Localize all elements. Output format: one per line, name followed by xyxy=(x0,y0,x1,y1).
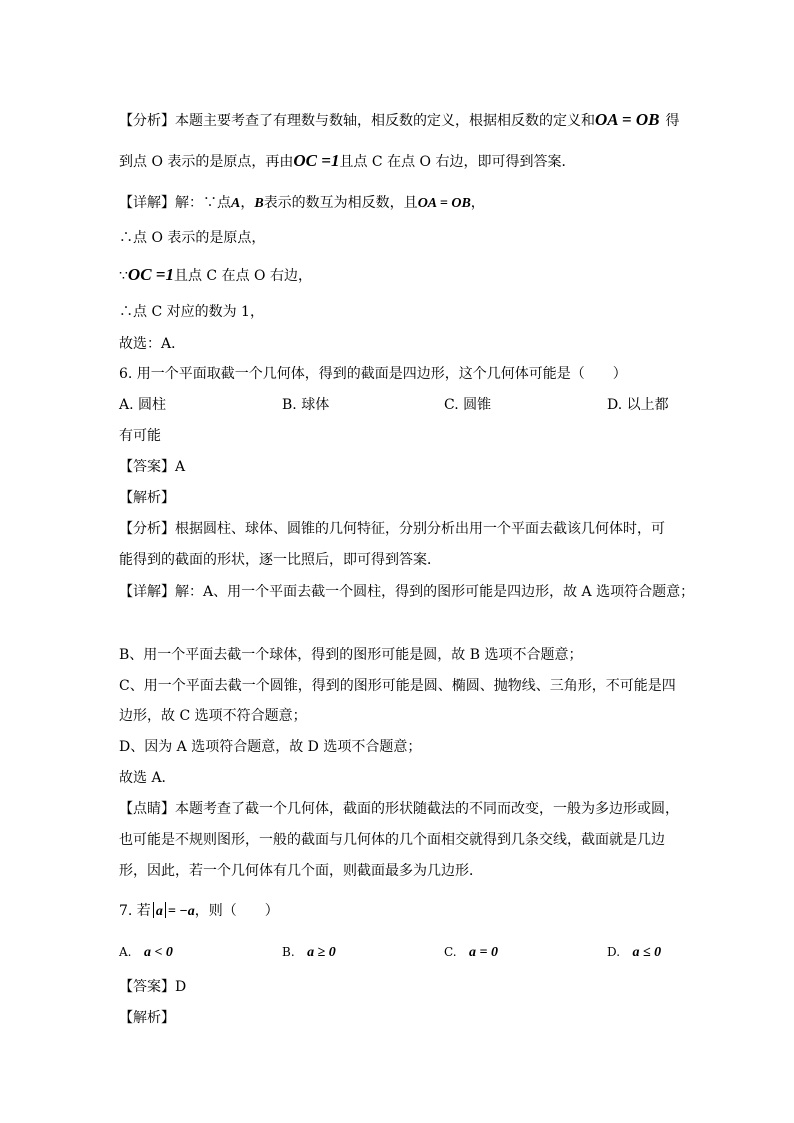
q6-option-d-continued: 有可能 xyxy=(119,428,161,444)
analysis-line-1 xyxy=(119,110,679,131)
q6-detail-line-5: D、因为 A 选项符合题意，故 D 选项不合题意； xyxy=(119,739,422,755)
math-oc-eq-1: OC =1 xyxy=(293,151,340,170)
option-label: B. xyxy=(282,945,295,959)
math-oa-eq-ob: OA = OB xyxy=(417,196,471,211)
detail-text: 【详解】解：∵点 xyxy=(119,195,231,211)
q7-stem-text: 7. 若 xyxy=(119,903,151,919)
math-a-le-0: a ≤ 0 xyxy=(632,945,662,960)
analysis-text: 到点 O 表示的是原点，再由 xyxy=(119,154,294,170)
q7-option-b xyxy=(282,942,336,963)
q6-analysis-line-1: 【分析】根据圆柱、球体、圆锥的几何特征，分别分析出用一个平面去截该几何体时，可 xyxy=(119,521,665,537)
q7-stem-text-end: ，则（ ） xyxy=(194,903,279,919)
q6-review-line-1: 【点睛】本题考查了截一个几何体，截面的形状随截法的不同而改变，一般为多边形或圆， xyxy=(119,801,679,817)
q6-option-d: D. 以上都 xyxy=(607,397,669,413)
math-a-eq-0: a = 0 xyxy=(469,945,499,960)
q7-answer: 【答案】D xyxy=(119,979,187,995)
analysis-text-end: 得 xyxy=(665,113,680,129)
math-eq-neg-a: = −a xyxy=(167,904,195,919)
detail-line-2: ∴点 O 表示的是原点， xyxy=(119,230,266,246)
detail-line-1 xyxy=(119,193,485,214)
math-oa-eq-ob: OA = OB xyxy=(595,110,660,129)
comma: ， xyxy=(240,195,255,211)
comma: ， xyxy=(470,195,485,211)
q6-review-line-3: 形，因此，若一个几何体有几个面，则截面最多为几边形． xyxy=(119,863,483,879)
abs-bar-left xyxy=(153,902,154,918)
q6-option-a: A. 圆柱 xyxy=(119,397,167,413)
q6-analysis-line-2: 能得到的截面的形状，逐一比照后，即可得到答案． xyxy=(119,552,441,568)
question-6-stem: 6. 用一个平面取截一个几何体，得到的截面是四边形，这个几何体可能是（ ） xyxy=(119,366,627,382)
math-point-b: B xyxy=(254,196,264,211)
detail-text: 且点 C 在点 O 右边， xyxy=(173,268,312,284)
q6-analysis-title: 【解析】 xyxy=(119,490,175,506)
analysis-text: 【分析】本题主要考查了有理数与数轴，相反数的定义，根据相反数的定义和 xyxy=(119,113,595,129)
q6-review-line-2: 也可能是不规则图形，一般的截面与几何体的几个面相交就得到几条交线，截面就是几边 xyxy=(119,832,665,848)
q7-analysis-title: 【解析】 xyxy=(119,1010,175,1026)
option-label: D. xyxy=(607,945,621,959)
detail-text: 表示的数互为相反数，且 xyxy=(263,195,418,211)
q7-option-c xyxy=(444,942,498,963)
analysis-line-2 xyxy=(119,151,575,172)
abs-bar-right xyxy=(165,902,166,918)
detail-line-3 xyxy=(119,265,312,286)
option-label: A. xyxy=(119,945,132,959)
q6-option-c: C. 圆锥 xyxy=(444,397,492,413)
math-a-ge-0: a ≥ 0 xyxy=(307,945,336,960)
q6-answer: 【答案】A xyxy=(119,459,186,475)
option-label: C. xyxy=(444,945,457,959)
detail-line-5: 故选：A． xyxy=(119,336,186,352)
q6-detail-line-3: C、用一个平面去截一个圆锥，得到的图形可能是圆、椭圆、抛物线、三角形，不可能是四 xyxy=(119,678,676,694)
q6-detail-line-2: B、用一个平面去截一个球体，得到的图形可能是圆，故 B 选项不合题意； xyxy=(119,647,583,663)
because-symbol: ∵ xyxy=(119,268,128,284)
math-oc-eq-1: OC =1 xyxy=(127,265,174,284)
q6-detail-line-6: 故选 A． xyxy=(119,770,176,786)
math-a: a xyxy=(155,904,163,919)
q6-option-b: B. 球体 xyxy=(282,397,330,413)
math-a-lt-0: a < 0 xyxy=(143,945,173,960)
analysis-text-end: 且点 C 在点 O 右边，即可得到答案． xyxy=(339,154,576,170)
math-point-a: A xyxy=(231,196,241,211)
question-7-stem xyxy=(119,901,279,922)
q7-option-d xyxy=(607,942,661,963)
q6-detail-line-1: 【详解】解：A、用一个平面去截一个圆柱，得到的图形可能是四边形，故 A 选项符合题意； xyxy=(119,584,695,600)
detail-line-4: ∴点 C 对应的数为 1， xyxy=(119,304,264,320)
q6-detail-line-4: 边形，故 C 选项不符合题意； xyxy=(119,708,307,724)
q7-option-a xyxy=(119,942,173,963)
